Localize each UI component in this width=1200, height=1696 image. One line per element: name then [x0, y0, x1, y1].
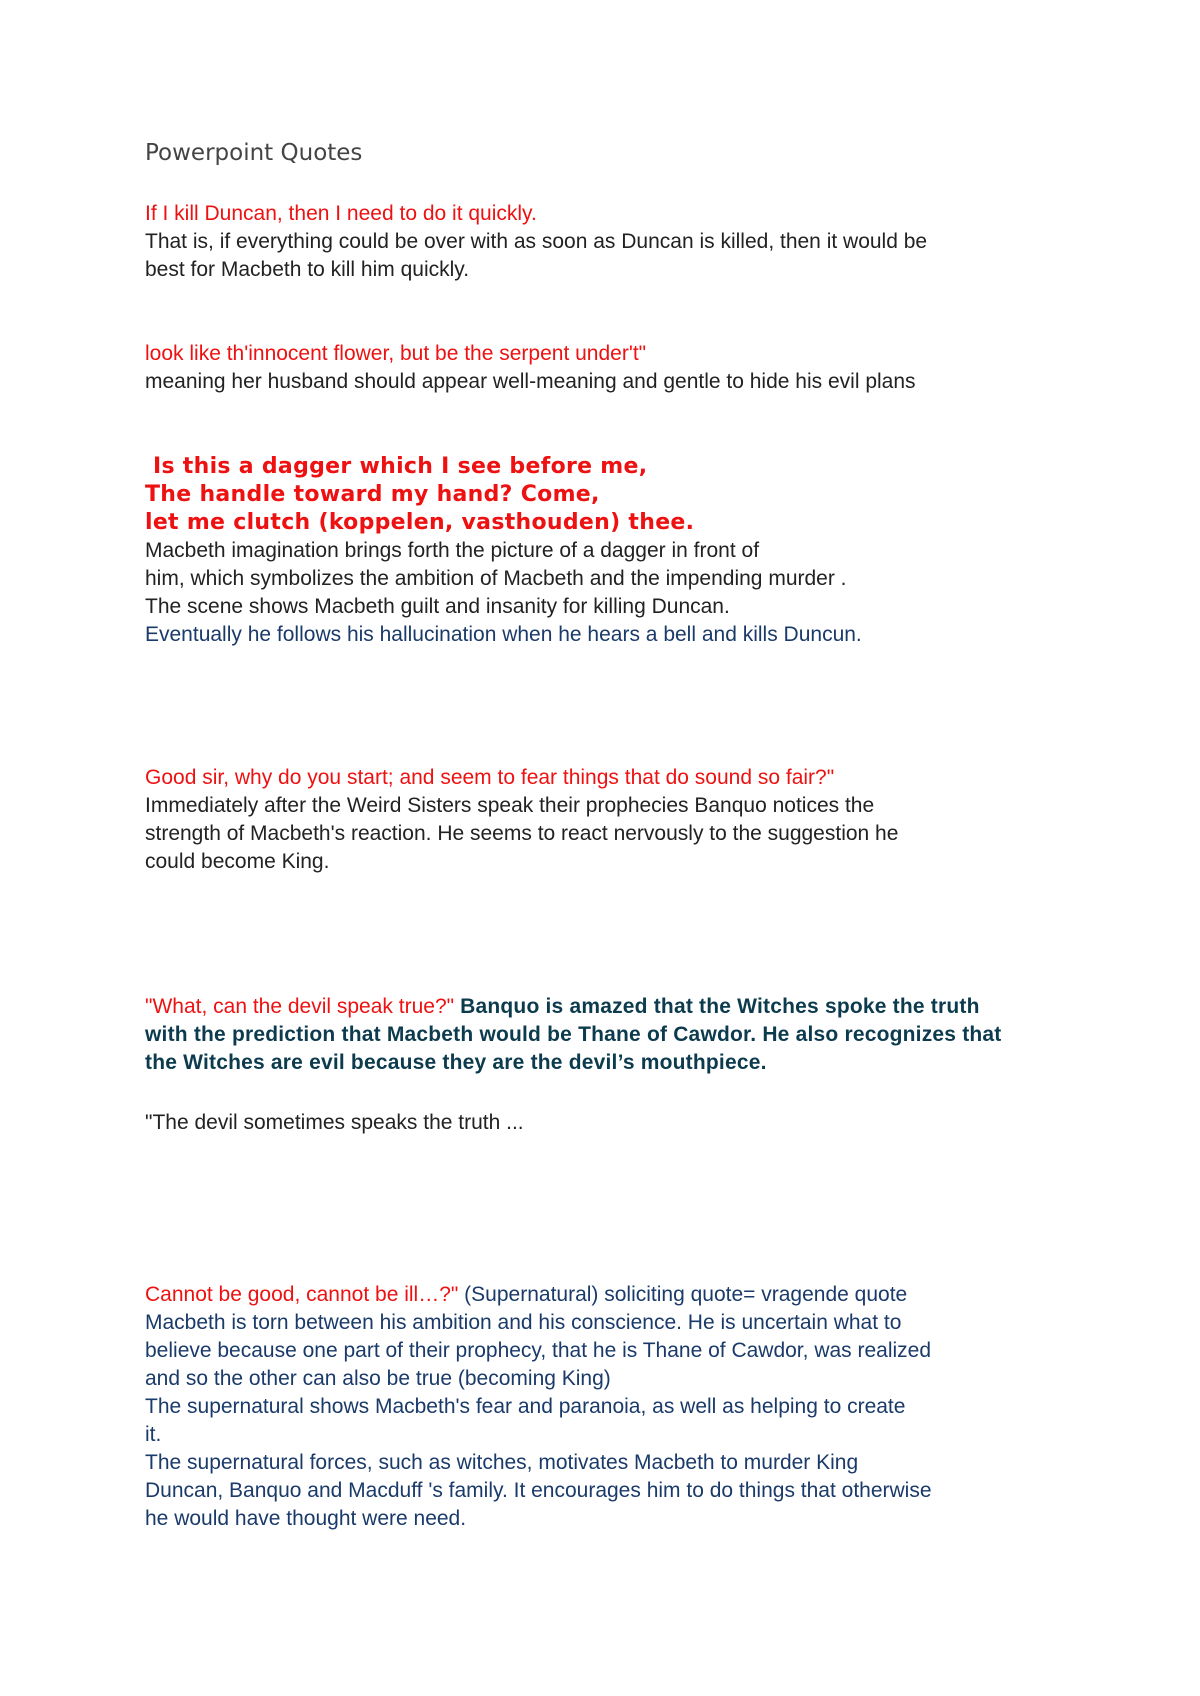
- page-title: Powerpoint Quotes: [145, 140, 363, 166]
- explanation-line: Duncan, Banquo and Macduff 's family. It encourages him to do things that otherwise: [145, 1479, 932, 1502]
- quote-block-3: [145, 453, 1085, 649]
- explanation-text: Banquo is amazed that the Witches spoke the truth: [454, 995, 980, 1018]
- explanation-line: Immediately after the Weird Sisters speak their prophecies Banquo notices the: [145, 794, 875, 817]
- quote-block-6: [145, 1281, 1085, 1533]
- quote-first-line: [145, 993, 1085, 1021]
- quote-text: Good sir, why do you start; and seem to fear things that do sound so fair?": [145, 766, 835, 789]
- explanation-line: meaning her husband should appear well-meaning and gentle to hide his evil plans: [145, 370, 916, 393]
- quote-text: look like th'innocent flower, but be the serpent under't": [145, 342, 647, 365]
- quote-text: If I kill Duncan, then I need to do it quickly.: [145, 202, 537, 225]
- explanation-line: with the prediction that Macbeth would be Thane of Cawdor. He also recognizes that: [145, 1023, 1002, 1046]
- explanation-line: could become King.: [145, 850, 330, 873]
- quote-block-2: [145, 340, 1085, 396]
- quote-line: Is this a dagger which I see before me,: [145, 454, 648, 479]
- explanation-line: That is, if everything could be over with as soon as Duncan is killed, then it would be: [145, 230, 928, 253]
- explanation-line: The supernatural forces, such as witches, motivates Macbeth to murder King: [145, 1451, 859, 1474]
- explanation-line: best for Macbeth to kill him quickly.: [145, 258, 470, 281]
- quote-first-line: [145, 1281, 1085, 1309]
- quote-block-4: [145, 764, 1085, 876]
- explanation-line: he would have thought were need.: [145, 1507, 467, 1530]
- explanation-text: (Supernatural) soliciting quote= vragende quote: [458, 1283, 908, 1306]
- quote-line: let me clutch (koppelen, vasthouden) thee.: [145, 510, 695, 535]
- explanation-line: him, which symbolizes the ambition of Macbeth and the impending murder .: [145, 567, 847, 590]
- explanation-line: it.: [145, 1423, 162, 1446]
- quote-line: The handle toward my hand? Come,: [145, 482, 600, 507]
- extra-quote: "The devil sometimes speaks the truth ...: [145, 1111, 524, 1134]
- explanation-line: Macbeth is torn between his ambition and his conscience. He is uncertain what to: [145, 1311, 902, 1334]
- explanation-line: believe because one part of their prophecy, that he is Thane of Cawdor, was realized: [145, 1339, 932, 1362]
- explanation-line: The supernatural shows Macbeth's fear and paranoia, as well as helping to create: [145, 1395, 906, 1418]
- explanation-line: strength of Macbeth's reaction. He seems to react nervously to the suggestion he: [145, 822, 899, 845]
- explanation-line: Macbeth imagination brings forth the picture of a dagger in front of: [145, 539, 760, 562]
- quote-block-5: [145, 993, 1085, 1137]
- explanation-line: the Witches are evil because they are the devil’s mouthpiece.: [145, 1051, 767, 1074]
- quote-block-1: [145, 200, 1085, 284]
- explanation-line: Eventually he follows his hallucination when he hears a bell and kills Duncun.: [145, 623, 862, 646]
- quote-text: Cannot be good, cannot be ill…?": [145, 1283, 459, 1306]
- explanation-line: and so the other can also be true (becoming King): [145, 1367, 611, 1390]
- explanation-line: The scene shows Macbeth guilt and insanity for killing Duncan.: [145, 595, 730, 618]
- quote-text: "What, can the devil speak true?": [145, 995, 455, 1018]
